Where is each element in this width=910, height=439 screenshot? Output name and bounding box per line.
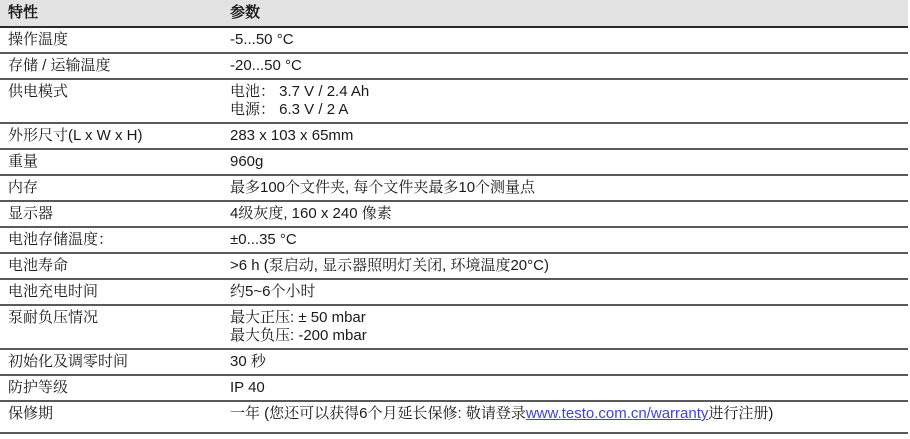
parameter-value: ±0...35 °C	[230, 231, 297, 248]
parameter-cell	[222, 123, 908, 149]
table-row	[0, 149, 908, 175]
feature-label: 初始化及调零时间	[0, 349, 222, 375]
header-row	[0, 0, 908, 27]
header-feature: 特性	[0, 0, 222, 27]
feature-label: 防护等级	[0, 375, 222, 401]
parameter-value: 最多100个文件夹, 每个文件夹最多10个测量点	[230, 179, 536, 196]
feature-label: 显示器	[0, 201, 222, 227]
parameter-value: -5...50 °C	[230, 31, 294, 48]
table-row	[0, 123, 908, 149]
parameter-cell	[222, 253, 908, 279]
parameter-cell	[222, 375, 908, 401]
table-row	[0, 253, 908, 279]
feature-label: 泵耐负压情况	[0, 305, 222, 349]
table-row	[0, 375, 908, 401]
parameter-value: 30 秒	[230, 353, 266, 370]
parameter-cell	[222, 349, 908, 375]
parameter-value: 最大正压: ± 50 mbar	[230, 309, 366, 326]
table-row	[0, 79, 908, 123]
parameter-cell	[222, 79, 908, 123]
table-row	[0, 349, 908, 375]
parameter-cell	[222, 175, 908, 201]
warranty-text-prefix: 一年 (您还可以获得6个月延长保修: 敬请登录	[230, 405, 526, 422]
feature-label: 电池充电时间	[0, 279, 222, 305]
parameter-value: 283 x 103 x 65mm	[230, 127, 354, 144]
parameter-value: 4级灰度, 160 x 240 像素	[230, 205, 392, 222]
table-row	[0, 227, 908, 253]
parameter-cell	[222, 149, 908, 175]
table-row	[0, 53, 908, 79]
table-row	[0, 401, 908, 433]
warranty-link[interactable]: www.testo.com.cn/warranty	[525, 405, 709, 422]
parameter-cell	[222, 305, 908, 349]
feature-label: 供电模式	[0, 79, 222, 123]
header-parameter: 参数	[222, 0, 908, 27]
feature-label: 保修期	[0, 401, 222, 433]
feature-label: 外形尺寸(L x W x H)	[0, 123, 222, 149]
warranty-text-suffix: 进行注册)	[708, 405, 774, 422]
parameter-cell	[222, 53, 908, 79]
parameter-cell	[222, 401, 908, 433]
parameter-value: 约5~6个小时	[230, 283, 316, 300]
parameter-value: 最大负压: -200 mbar	[230, 327, 367, 344]
parameter-value: >6 h (泵启动, 显示器照明灯关闭, 环境温度20°C)	[230, 257, 549, 274]
table-row	[0, 27, 908, 53]
table-row	[0, 305, 908, 349]
parameter-value: 960g	[230, 153, 264, 170]
parameter-value: 电池： 3.7 V / 2.4 Ah	[230, 83, 370, 100]
parameter-value: IP 40	[230, 379, 265, 396]
parameter-cell	[222, 201, 908, 227]
parameter-cell	[222, 27, 908, 53]
parameter-value: 电源： 6.3 V / 2 A	[230, 101, 349, 118]
parameter-cell	[222, 279, 908, 305]
feature-label: 电池存储温度：	[0, 227, 222, 253]
table-row	[0, 201, 908, 227]
table-row	[0, 175, 908, 201]
feature-label: 电池寿命	[0, 253, 222, 279]
table-row	[0, 279, 908, 305]
feature-label: 操作温度	[0, 27, 222, 53]
feature-label: 内存	[0, 175, 222, 201]
parameter-value: -20...50 °C	[230, 57, 302, 74]
spec-table-header	[0, 0, 908, 27]
parameter-cell	[222, 227, 908, 253]
feature-label: 重量	[0, 149, 222, 175]
feature-label: 存储 / 运输温度	[0, 53, 222, 79]
